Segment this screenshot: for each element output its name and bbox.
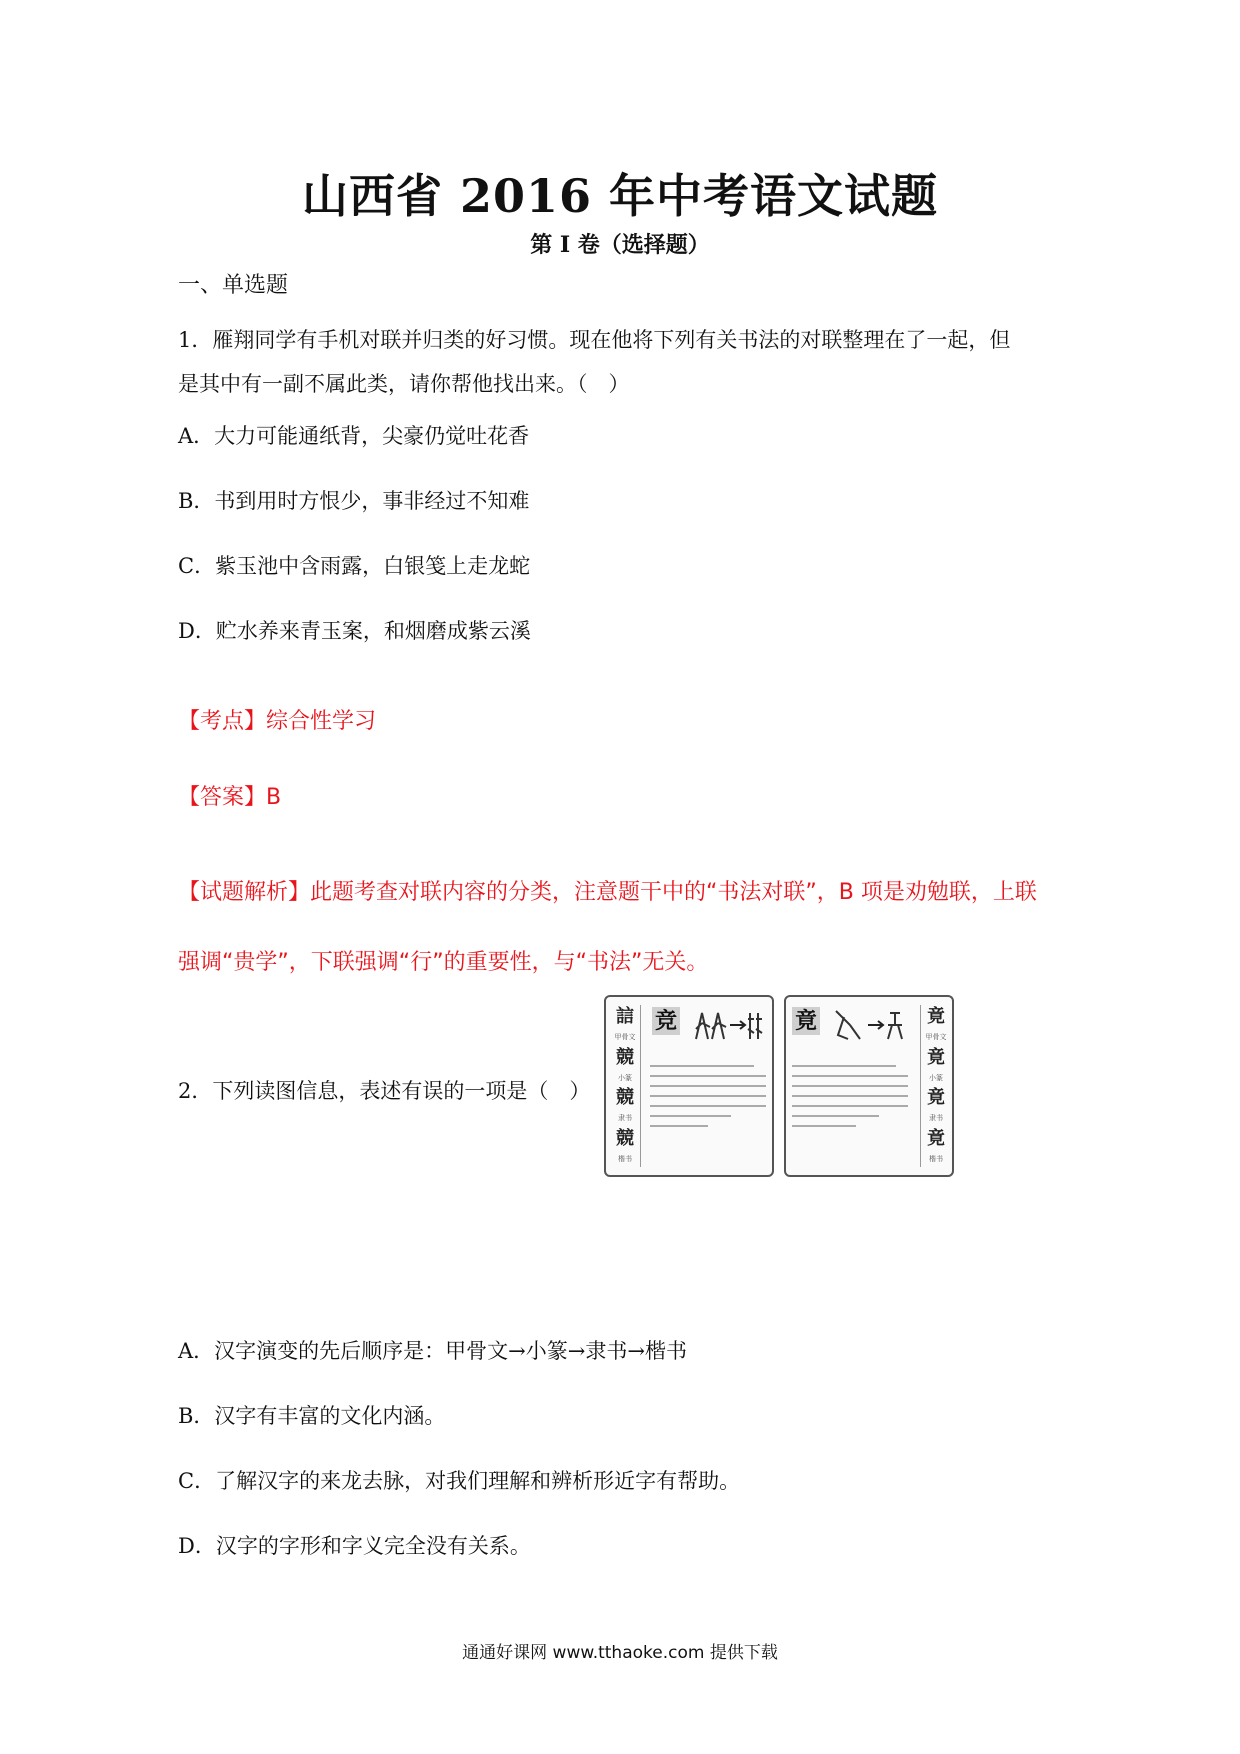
- q1-analysis-line: 强调“贵学”，下联强调“行”的重要性，与“书法”无关。: [178, 950, 709, 975]
- q2-option-b: B．汉字有丰富的文化内涵。: [178, 1404, 446, 1428]
- main-character: 竞: [652, 1007, 680, 1035]
- q1-analysis: [178, 858, 1078, 998]
- pictogram-icon: [826, 1005, 910, 1045]
- script-label: 小篆: [618, 1073, 632, 1082]
- q2-option-a: A．汉字演变的先后顺序是：甲骨文→小篆→隶书→楷书: [178, 1339, 687, 1363]
- question-1-stem: [178, 318, 1078, 406]
- question-1-stem-line: 1．雁翔同学有手机对联并归类的好习惯。现在他将下列有关书法的对联整理在了一起，但: [178, 328, 1011, 352]
- question-2-stem: 2．下列读图信息，表述有误的一项是（ ）: [178, 1079, 591, 1103]
- evolution-glyph: 竟: [927, 1127, 945, 1149]
- section-heading: 一、单选题: [178, 273, 289, 298]
- script-label: 甲骨文: [614, 1033, 636, 1042]
- character-card-right: [784, 995, 954, 1177]
- page-title: 山西省 2016 年中考语文试题: [301, 169, 939, 223]
- question-1-stem-line: 是其中有一副不属此类，请你帮他找出来。（ ）: [178, 372, 630, 396]
- evolution-glyph: 競: [616, 1046, 634, 1068]
- evolution-column: [920, 1005, 951, 1167]
- description-text-lines: [650, 1065, 766, 1135]
- pictogram-icon: [688, 1005, 768, 1045]
- script-label: 隶书: [618, 1114, 632, 1123]
- main-character: 竟: [792, 1007, 820, 1035]
- q1-option-c: C．紫玉池中含雨露，白银笺上走龙蛇: [178, 554, 531, 578]
- evolution-column: [610, 1005, 641, 1167]
- character-card-left: [604, 995, 774, 1177]
- q1-option-b: B．书到用时方恨少，事非经过不知难: [178, 489, 530, 513]
- q1-kaodian: 【考点】综合性学习: [178, 709, 377, 734]
- q1-analysis-line: 【试题解析】此题考查对联内容的分类，注意题干中的“书法对联”，B 项是劝勉联，上联: [178, 880, 1037, 905]
- page-footer[interactable]: 通通好课网 www.tthaoke.com 提供下载: [462, 1643, 778, 1663]
- description-text-lines: [792, 1065, 908, 1135]
- script-label: 隶书: [929, 1114, 943, 1123]
- evolution-glyph: 竟: [927, 1006, 945, 1028]
- q1-option-a: A．大力可能通纸背，尖豪仍觉吐花香: [178, 424, 530, 448]
- script-label: 楷书: [929, 1154, 943, 1163]
- evolution-glyph: 竟: [927, 1087, 945, 1109]
- evolution-glyph: 競: [616, 1127, 634, 1149]
- script-label: 甲骨文: [925, 1033, 947, 1042]
- character-evolution-figure: [604, 995, 956, 1177]
- script-label: 楷书: [618, 1154, 632, 1163]
- q2-option-d: D．汉字的字形和字义完全没有关系。: [178, 1534, 531, 1558]
- evolution-glyph: 竟: [927, 1046, 945, 1068]
- evolution-glyph: 競: [616, 1087, 634, 1109]
- q1-option-d: D．贮水养来青玉案，和烟磨成紫云溪: [178, 619, 531, 643]
- evolution-glyph: 誩: [616, 1006, 634, 1028]
- q1-answer: 【答案】B: [178, 785, 282, 810]
- q2-option-c: C．了解汉字的来龙去脉，对我们理解和辨析形近字有帮助。: [178, 1469, 741, 1493]
- volume-subtitle: 第 I 卷（选择题）: [530, 232, 710, 258]
- script-label: 小篆: [929, 1073, 943, 1082]
